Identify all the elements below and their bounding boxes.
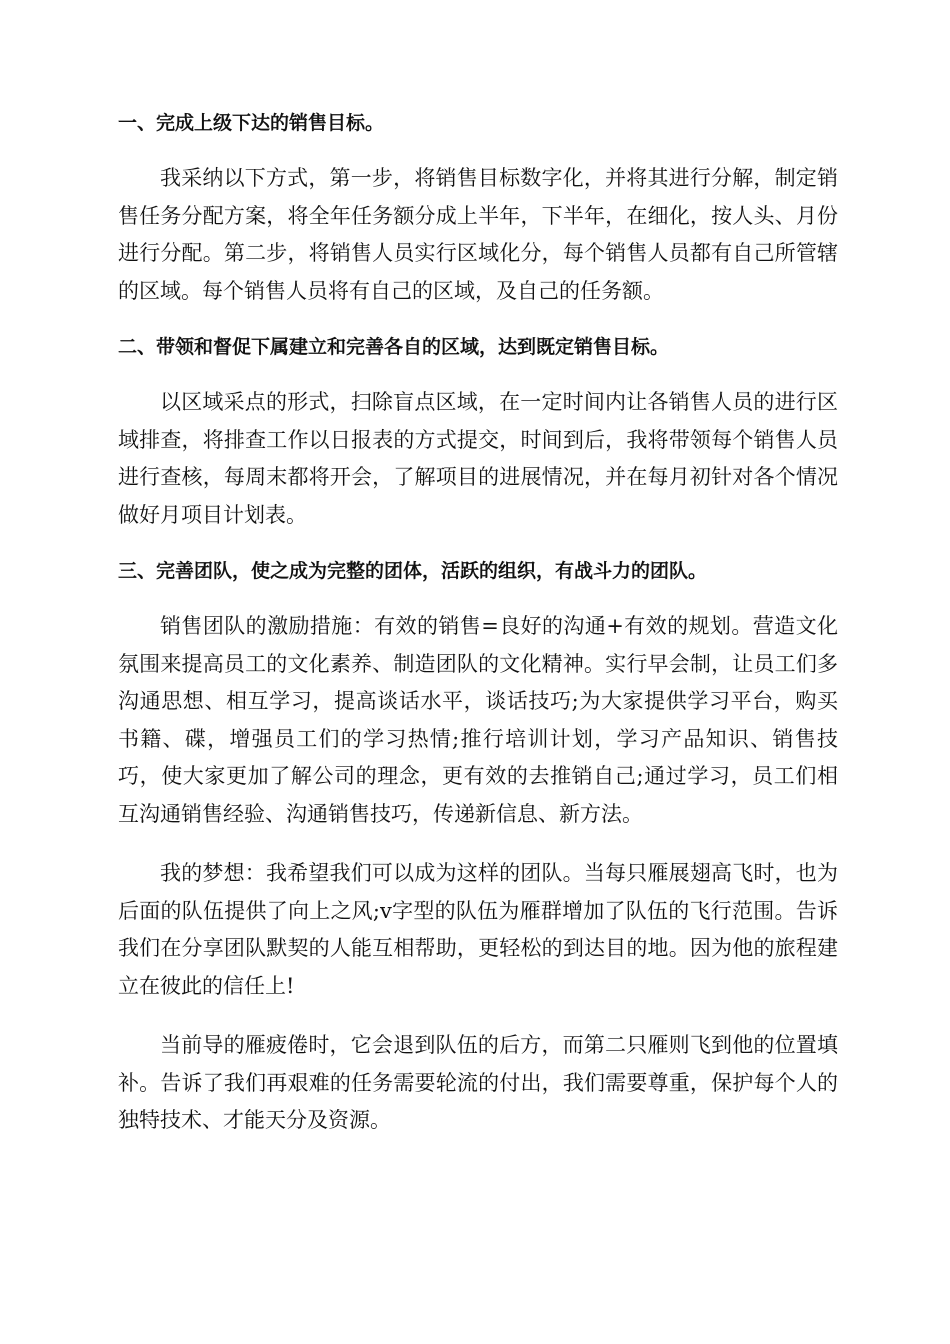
section-2-paragraph-1: 以区域采点的形式，扫除盲点区域，在一定时间内让各销售人员的进行区域排查，将排查工作以日报表的方式提交，时间到后，我将带领每个销售人员进行查核，每周末都将开会，了解项目的进展情况，并在每月初针对各个情况做好月项目计划表。 — [118, 390, 838, 527]
section-heading-3: 三、完善团队，使之成为完整的团体，活跃的组织，有战斗力的团队。 — [118, 560, 708, 582]
section-3-paragraph-1: 销售团队的激励措施：有效的销售=良好的沟通+有效的规划。营造文化氛围来提高员工的文化素养、制造团队的文化精神。实行早会制，让员工们多沟通思想、相互学习，提高谈话水平，谈话技巧;为大家提供学习平台，购买书籍、碟，增强员工们的学习热情;推行培训计划，学习产品知识、销售技巧，使大家更加了解公司的理念，更有效的去推销自己;通过学习，员工们相互沟通销售经验、沟通销售技巧，传递新信息、新方法。 — [118, 614, 838, 826]
section-heading-2: 二、带领和督促下属建立和完善各自的区域，达到既定销售目标。 — [118, 336, 670, 358]
document-body — [118, 108, 838, 1162]
section-3-paragraph-3: 当前导的雁疲倦时，它会退到队伍的后方，而第二只雁则飞到他的位置填补。告诉了我们再艰难的任务需要轮流的付出，我们需要尊重，保护每个人的独特技术、才能天分及资源。 — [118, 1033, 838, 1132]
section-3-paragraph-2: 我的梦想：我希望我们可以成为这样的团队。当每只雁展翅高飞时，也为后面的队伍提供了向上之风;v字型的队伍为雁群增加了队伍的飞行范围。告诉我们在分享团队默契的人能互相帮助，更轻松的到达目的地。因为他的旅程建立在彼此的信任上! — [118, 861, 838, 998]
section-heading-1: 一、完成上级下达的销售目标。 — [118, 112, 385, 134]
section-1-paragraph-1: 我采纳以下方式，第一步，将销售目标数字化，并将其进行分解，制定销售任务分配方案，将全年任务额分成上半年，下半年，在细化，按人头、月份进行分配。第二步，将销售人员实行区域化分，每个销售人员都有自己所管辖的区域。每个销售人员将有自己的区域，及自己的任务额。 — [118, 166, 838, 303]
